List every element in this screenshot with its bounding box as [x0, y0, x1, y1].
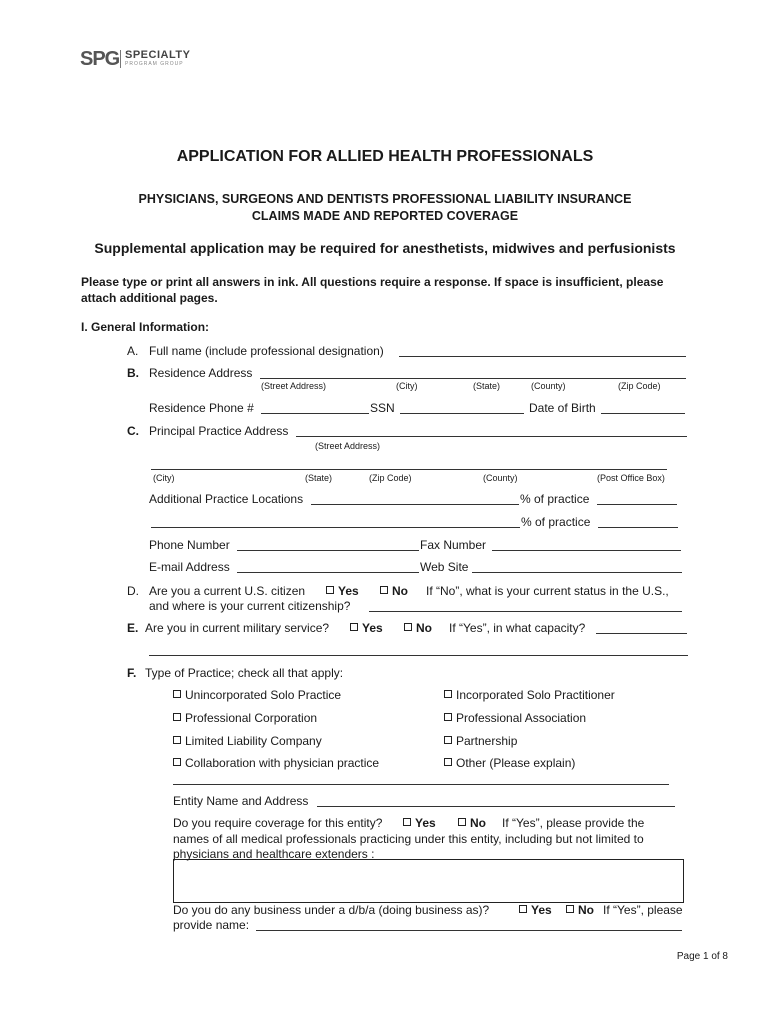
citizenship-question: and where is your current citizenship? — [149, 599, 351, 613]
additional-locations-label: Additional Practice Locations — [149, 492, 304, 506]
hint-county: (County) — [531, 381, 566, 391]
website-label: Web Site — [420, 560, 469, 574]
citizen-question: Are you a current U.S. citizen — [149, 584, 306, 598]
coverage-yes-option[interactable]: Yes — [403, 816, 436, 830]
checkbox-icon[interactable] — [566, 905, 574, 913]
page-number: Page 1 of 8 — [676, 951, 728, 962]
hint-city: (City) — [396, 381, 418, 391]
dba-no-option[interactable]: No — [566, 903, 594, 917]
fax-number-label: Fax Number — [420, 538, 487, 552]
military-yes-option[interactable]: Yes — [350, 621, 383, 635]
dba-yes-option[interactable]: Yes — [519, 903, 552, 917]
checkbox-icon[interactable] — [519, 905, 527, 913]
hint-zip: (Zip Code) — [618, 381, 661, 391]
ssn-field[interactable] — [400, 413, 524, 414]
coverage-line-3: physicians and healthcare extenders : — [173, 847, 375, 861]
phone-number-label: Phone Number — [149, 538, 230, 552]
logo-mark: SPG — [80, 48, 120, 70]
citizen-no-option[interactable]: No — [380, 584, 408, 598]
dba-followup: If “Yes”, please — [603, 903, 683, 917]
checkbox-icon[interactable] — [403, 818, 411, 826]
phone-number-field[interactable] — [237, 550, 419, 551]
practice-address-label: Principal Practice Address — [149, 424, 289, 438]
dba-question: Do you do any business under a d/b/a (doing business as)? — [173, 903, 490, 917]
fax-number-field[interactable] — [492, 550, 681, 551]
instructions: Please type or print all answers in ink. All questions require a response. If space is insufficient, please attach additional pages. — [81, 275, 664, 305]
full-name-label: Full name (include professional designation) — [149, 344, 384, 358]
checkbox-icon[interactable] — [444, 690, 452, 698]
email-field[interactable] — [237, 572, 419, 573]
percent-practice-label: % of practice — [520, 492, 590, 506]
hint-state-2: (State) — [305, 473, 333, 483]
subtitle-line-1: PHYSICIANS, SURGEONS AND DENTISTS PROFESSIONAL LIABILITY INSURANCE — [138, 192, 632, 206]
military-no-option[interactable]: No — [404, 621, 432, 635]
checkbox-icon[interactable] — [444, 713, 452, 721]
option-incorporated-solo[interactable]: Incorporated Solo Practitioner — [444, 688, 615, 702]
item-letter-d: D. — [127, 584, 140, 598]
coverage-question: Do you require coverage for this entity? — [173, 816, 383, 830]
item-letter-c: C. — [127, 424, 140, 438]
military-capacity-field-2[interactable] — [149, 655, 688, 656]
entity-label: Entity Name and Address — [173, 794, 309, 808]
checkbox-icon[interactable] — [444, 758, 452, 766]
checkbox-icon[interactable] — [173, 736, 181, 744]
percent-practice-label-2: % of practice — [521, 515, 591, 529]
item-letter-b: B. — [127, 366, 140, 380]
checkbox-icon[interactable] — [173, 713, 181, 721]
hint-po-box: (Post Office Box) — [597, 473, 665, 483]
residence-phone-field[interactable] — [261, 413, 369, 414]
checkbox-icon[interactable] — [350, 623, 358, 631]
coverage-line-2: names of all medical professionals practicing under this entity, including but not limited to — [173, 832, 644, 846]
logo-divider — [120, 50, 121, 68]
percent-practice-field-2[interactable] — [598, 527, 678, 528]
option-other[interactable]: Other (Please explain) — [444, 756, 575, 770]
additional-locations-field[interactable] — [311, 504, 519, 505]
hint-state: (State) — [473, 381, 501, 391]
coverage-followup: If “Yes”, please provide the — [502, 816, 645, 830]
military-question: Are you in current military service? — [145, 621, 330, 635]
full-name-field[interactable] — [399, 356, 686, 357]
dba-provide-label: provide name: — [173, 918, 250, 932]
option-professional-association[interactable]: Professional Association — [444, 711, 586, 725]
hint-city-2: (City) — [153, 473, 175, 483]
page-title: APPLICATION FOR ALLIED HEALTH PROFESSIONALS — [176, 148, 594, 165]
dob-field[interactable] — [601, 413, 685, 414]
military-followup: If “Yes”, in what capacity? — [449, 621, 586, 635]
practice-address-field[interactable] — [296, 436, 687, 437]
military-capacity-field[interactable] — [596, 633, 687, 634]
residence-phone-label: Residence Phone # — [149, 401, 254, 415]
email-label: E-mail Address — [149, 560, 230, 574]
website-field[interactable] — [472, 572, 682, 573]
checkbox-icon[interactable] — [444, 736, 452, 744]
logo-name: SPECIALTY — [125, 49, 191, 61]
citizen-yes-option[interactable]: Yes — [326, 584, 359, 598]
ssn-label: SSN — [370, 401, 395, 415]
hint-street-2: (Street Address) — [315, 441, 381, 451]
supplemental-note: Supplemental application may be required for anesthetists, midwives and perfusionists — [94, 240, 676, 256]
dba-name-field[interactable] — [256, 930, 682, 931]
residence-address-field[interactable] — [260, 378, 686, 379]
logo-tagline: PROGRAM GROUP — [125, 61, 184, 67]
citizen-followup: If “No”, what is your current status in the U.S., — [426, 584, 669, 598]
option-unincorporated-solo[interactable]: Unincorporated Solo Practice — [173, 688, 341, 702]
option-llc[interactable]: Limited Liability Company — [173, 734, 322, 748]
hint-zip-2: (Zip Code) — [369, 473, 412, 483]
subtitle-line-2: CLAIMS MADE AND REPORTED COVERAGE — [251, 209, 519, 223]
checkbox-icon[interactable] — [326, 586, 334, 594]
checkbox-icon[interactable] — [173, 758, 181, 766]
hint-street: (Street Address) — [261, 381, 327, 391]
item-letter-f: F. — [127, 666, 137, 680]
hint-county-2: (County) — [483, 473, 518, 483]
percent-practice-field[interactable] — [597, 504, 677, 505]
option-partnership[interactable]: Partnership — [444, 734, 517, 748]
checkbox-icon[interactable] — [458, 818, 466, 826]
citizenship-field[interactable] — [369, 611, 682, 612]
dob-label: Date of Birth — [529, 401, 596, 415]
item-letter-a: A. — [127, 344, 139, 358]
checkbox-icon[interactable] — [380, 586, 388, 594]
additional-locations-field-2[interactable] — [151, 527, 520, 528]
option-collaboration[interactable]: Collaboration with physician practice — [173, 756, 379, 770]
item-letter-e: E. — [127, 621, 139, 635]
entity-field[interactable] — [317, 806, 675, 807]
other-explain-field[interactable] — [173, 784, 669, 785]
checkbox-icon[interactable] — [404, 623, 412, 631]
checkbox-icon[interactable] — [173, 690, 181, 698]
professionals-textbox[interactable] — [173, 859, 684, 903]
option-professional-corporation[interactable]: Professional Corporation — [173, 711, 317, 725]
residence-address-label: Residence Address — [149, 366, 253, 380]
section-heading: I. General Information: — [81, 320, 210, 334]
practice-city-line[interactable] — [151, 469, 667, 470]
practice-type-label: Type of Practice; check all that apply: — [145, 666, 344, 680]
coverage-no-option[interactable]: No — [458, 816, 486, 830]
